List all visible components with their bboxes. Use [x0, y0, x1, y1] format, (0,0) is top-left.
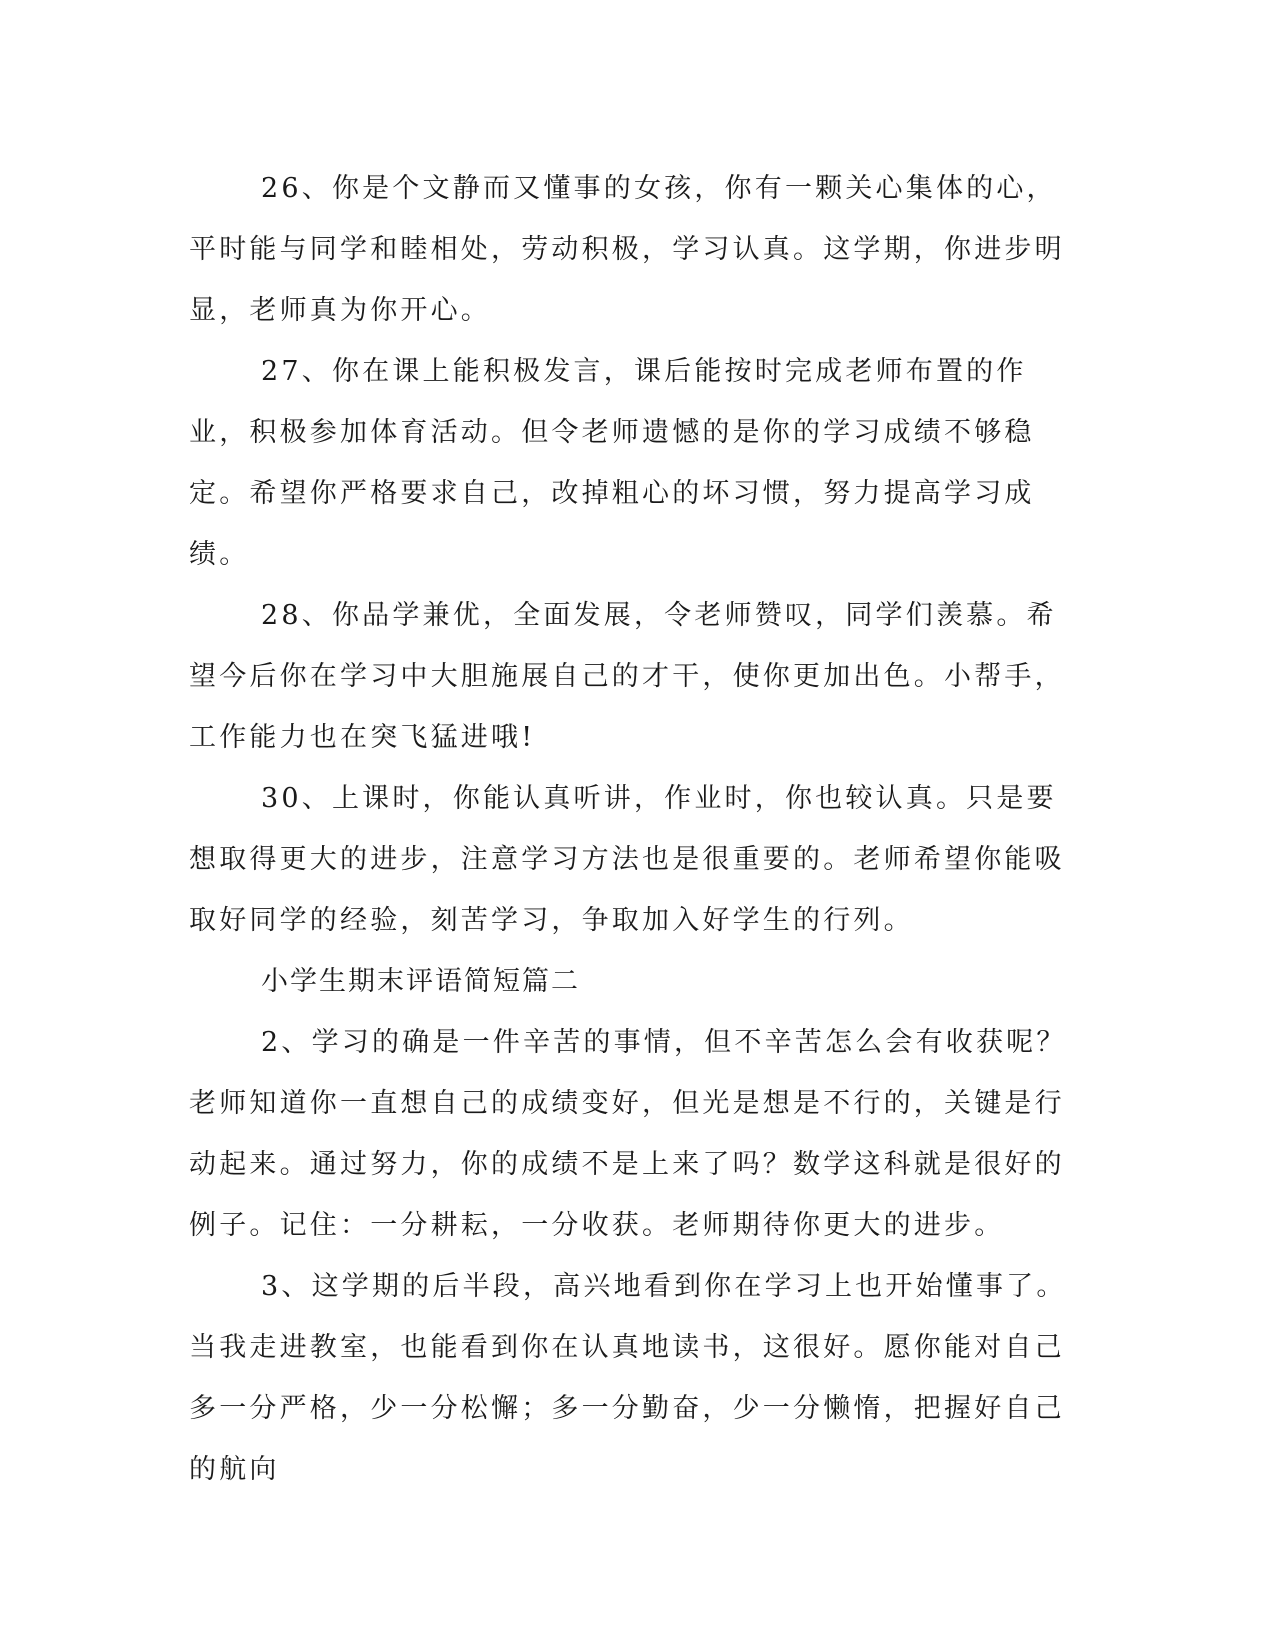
comment-paragraph-28: 28、你品学兼优，全面发展，令老师赞叹，同学们羡慕。希望今后你在学习中大胆施展自己的才干，使你更加出色。小帮手，工作能力也在突飞猛进哦!	[189, 600, 1065, 753]
comment-paragraph-2: 2、学习的确是一件辛苦的事情，但不辛苦怎么会有收获呢？老师知道你一直想自己的成绩变好，但光是想是不行的，关键是行动起来。通过努力，你的成绩不是上来了吗？数学这科就是很好的例子。记住：一分耕耘，一分收获。老师期待你更大的进步。	[189, 1027, 1067, 1241]
comment-paragraph-26: 26、你是个文静而又懂事的女孩，你有一颗关心集体的心，平时能与同学和睦相处，劳动积极，学习认真。这学期，你进步明显，老师真为你开心。	[189, 173, 1065, 326]
comment-paragraph-3: 3、这学期的后半段，高兴地看到你在学习上也开始懂事了。当我走进教室，也能看到你在认真地读书，这很好。愿你能对自己多一分严格，少一分松懈；多一分勤奋，少一分懒惰，把握好自己的航向	[189, 1271, 1067, 1485]
comment-paragraph-27: 27、你在课上能积极发言，课后能按时完成老师布置的作业，积极参加体育活动。但令老师遗憾的是你的学习成绩不够稳定。希望你严格要求自己，改掉粗心的坏习惯，努力提高学习成绩。	[189, 356, 1035, 570]
document-body	[189, 158, 1079, 1500]
comment-paragraph-30: 30、上课时，你能认真听讲，作业时，你也较认真。只是要想取得更大的进步，注意学习方法也是很重要的。老师希望你能吸取好同学的经验，刻苦学习，争取加入好学生的行列。	[189, 783, 1065, 936]
section-heading: 小学生期末评语简短篇二	[261, 966, 580, 997]
